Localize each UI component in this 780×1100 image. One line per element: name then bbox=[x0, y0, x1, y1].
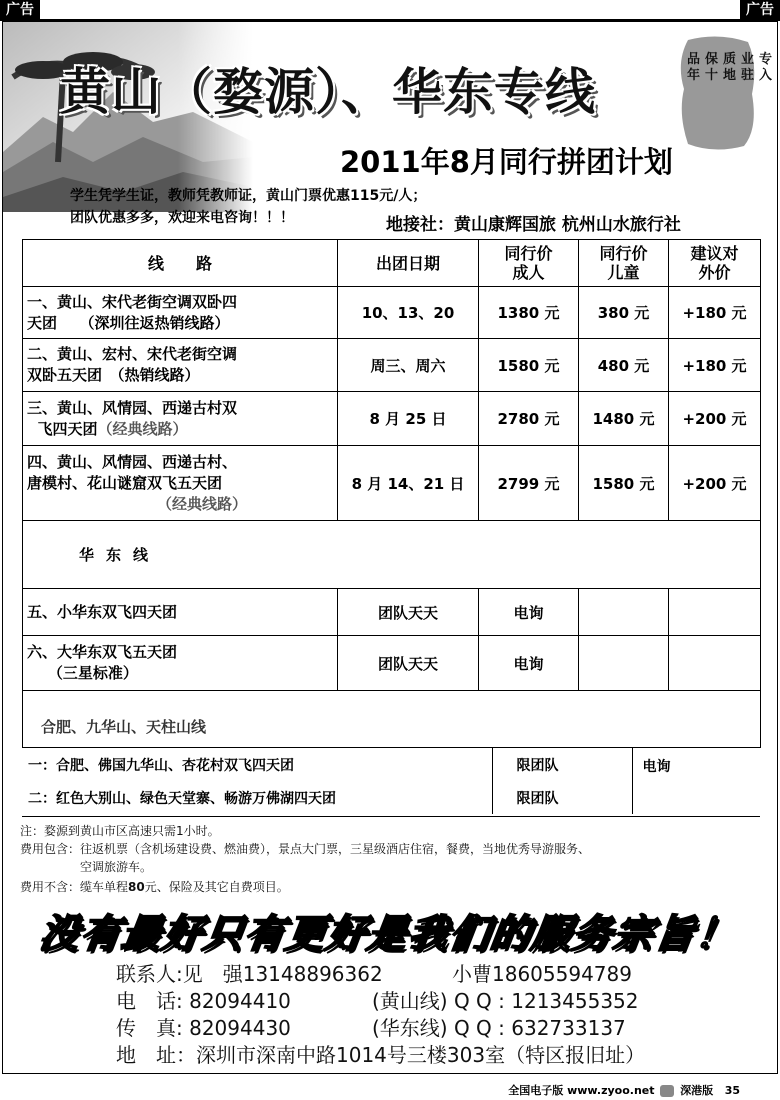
badge-col-5: 品年 bbox=[686, 52, 700, 83]
route-date: 团队天天 bbox=[338, 589, 479, 636]
route-date: 周三、周六 bbox=[338, 339, 479, 392]
table-row bbox=[23, 446, 761, 521]
section-east-title: 华东线 bbox=[23, 521, 761, 589]
hefei-route-type: 限团队 bbox=[492, 748, 632, 781]
route-suggest-price: +180 元 bbox=[669, 287, 761, 339]
badge-col-4: 保十 bbox=[704, 52, 718, 83]
hefei-route-type: 限团队 bbox=[492, 781, 632, 814]
badge-col-2: 业驻 bbox=[740, 52, 754, 83]
section-east-row bbox=[23, 521, 761, 589]
table-row bbox=[23, 339, 761, 392]
hefei-table bbox=[22, 748, 760, 814]
fee-exclude: 费用不含：缆车单程80元、保险及其它自费项目。 bbox=[20, 880, 289, 894]
route-name: 二、黄山、宏村、宋代老街空调 双卧五天团 （热销线路） bbox=[23, 339, 338, 392]
fee-include-line2: 空调旅游车。 bbox=[80, 860, 153, 874]
route-name: 三、黄山、风情园、西递古村双 飞四天团（经典线路） bbox=[23, 392, 338, 446]
hefei-route-name: 一：合肥、佛国九华山、杏花村双飞四天团 bbox=[22, 748, 492, 781]
table-row bbox=[23, 589, 761, 636]
fax-number: 传 真: 82094430 bbox=[116, 1016, 291, 1040]
section-hefei-row bbox=[23, 691, 761, 748]
page-footer bbox=[508, 1082, 740, 1098]
route-child-price bbox=[579, 589, 669, 636]
discount-note: 学生凭学生证，教师凭教师证，黄山门票优惠115元/人； bbox=[70, 188, 427, 204]
route-suggest-price: +200 元 bbox=[669, 446, 761, 521]
hefei-routes bbox=[22, 747, 760, 817]
route-date: 8 月 25 日 bbox=[338, 392, 479, 446]
route-name: 六、大华东双飞五天团 （三星标准） bbox=[23, 636, 338, 691]
header-child: 同行价 儿童 bbox=[579, 240, 669, 287]
route-adult-price: 1380 元 bbox=[479, 287, 579, 339]
ad-label-left: 广告 bbox=[0, 0, 40, 20]
contact-person-2: 小曹18605594789 bbox=[452, 962, 632, 986]
publisher-logo-icon bbox=[660, 1085, 674, 1097]
routes-table bbox=[22, 239, 761, 748]
ad-label-right: 广告 bbox=[740, 0, 780, 20]
route-adult-price: 电询 bbox=[479, 589, 579, 636]
service-slogan: 没有最好只有更好是我们的服务宗旨！ bbox=[36, 912, 740, 957]
address-row bbox=[116, 1039, 645, 1068]
route-child-price: 380 元 bbox=[579, 287, 669, 339]
route-name: 四、黄山、风情园、西递古村、 唐模村、花山谜窟双飞五天团 （经典线路） bbox=[23, 446, 338, 521]
route-child-price: 1580 元 bbox=[579, 446, 669, 521]
route-adult-price: 2780 元 bbox=[479, 392, 579, 446]
footer-edition: 深港版 bbox=[680, 1084, 714, 1097]
fax-row bbox=[116, 1012, 626, 1041]
table-row bbox=[23, 636, 761, 691]
main-title: 黄山（婺源）、华东专线 bbox=[60, 63, 596, 121]
phone-number: 电 话: 82094410 bbox=[116, 989, 291, 1013]
route-child-price: 480 元 bbox=[579, 339, 669, 392]
route-adult-price: 电询 bbox=[479, 636, 579, 691]
header-date: 出团日期 bbox=[338, 240, 479, 287]
hefei-route-price: 电询 bbox=[642, 759, 671, 775]
route-suggest-price: +180 元 bbox=[669, 339, 761, 392]
footer-site: 全国电子版 www.zyoo.net bbox=[508, 1084, 655, 1097]
badge-text bbox=[686, 52, 773, 84]
badge-col-1: 专入 bbox=[758, 52, 772, 83]
route-name: 一、黄山、宋代老街空调双卧四 天团 （深圳往返热销线路） bbox=[23, 287, 338, 339]
route-suggest-price bbox=[669, 589, 761, 636]
contact-person-1: 联系人:见 强13148896362 bbox=[116, 962, 383, 986]
route-date: 10、13、20 bbox=[338, 287, 479, 339]
table-row bbox=[23, 392, 761, 446]
route-date: 8 月 14、21 日 bbox=[338, 446, 479, 521]
header-adult: 同行价 成人 bbox=[479, 240, 579, 287]
page-number: 35 bbox=[724, 1084, 740, 1097]
header-suggest: 建议对 外价 bbox=[669, 240, 761, 287]
table-header-row bbox=[23, 240, 761, 287]
qq-huangshan: (黄山线) Q Q : 1213455352 bbox=[372, 989, 639, 1013]
route-child-price bbox=[579, 636, 669, 691]
route-adult-price: 1580 元 bbox=[479, 339, 579, 392]
table-row bbox=[23, 287, 761, 339]
contact-row bbox=[116, 958, 632, 987]
qq-east: (华东线) Q Q : 632733137 bbox=[372, 1016, 626, 1040]
route-adult-price: 2799 元 bbox=[479, 446, 579, 521]
distance-note: 注：婺源到黄山市区高速只需1小时。 bbox=[20, 824, 220, 838]
address: 地 址：深圳市深南中路1014号三楼303室（特区报旧址） bbox=[116, 1043, 646, 1067]
route-date: 团队天天 bbox=[338, 636, 479, 691]
route-child-price: 1480 元 bbox=[579, 392, 669, 446]
section-hefei-title: 合肥、九华山、天柱山线 bbox=[23, 691, 761, 748]
hefei-route-name: 二：红色大别山、绿色天堂寨、畅游万佛湖四天团 bbox=[22, 781, 492, 814]
local-agency: 地接社：黄山康辉国旅 杭州山水旅行社 bbox=[386, 215, 681, 235]
route-name: 五、小华东双飞四天团 bbox=[23, 589, 338, 636]
quality-badge bbox=[678, 34, 772, 152]
header-route: 线 路 bbox=[23, 240, 338, 287]
fee-include-line1: 费用包含：往返机票（含机场建设费、燃油费），景点大门票，三星级酒店住宿，餐费，当地优秀导游服务、 bbox=[20, 842, 591, 856]
group-note: 团队优惠多多，欢迎来电咨询！！！ bbox=[70, 210, 294, 226]
route-suggest-price bbox=[669, 636, 761, 691]
phone-row bbox=[116, 985, 639, 1014]
badge-col-3: 质地 bbox=[722, 52, 736, 83]
route-suggest-price: +200 元 bbox=[669, 392, 761, 446]
subtitle: 2011年8月同行拼团计划 bbox=[340, 145, 673, 179]
table-row bbox=[22, 748, 760, 781]
